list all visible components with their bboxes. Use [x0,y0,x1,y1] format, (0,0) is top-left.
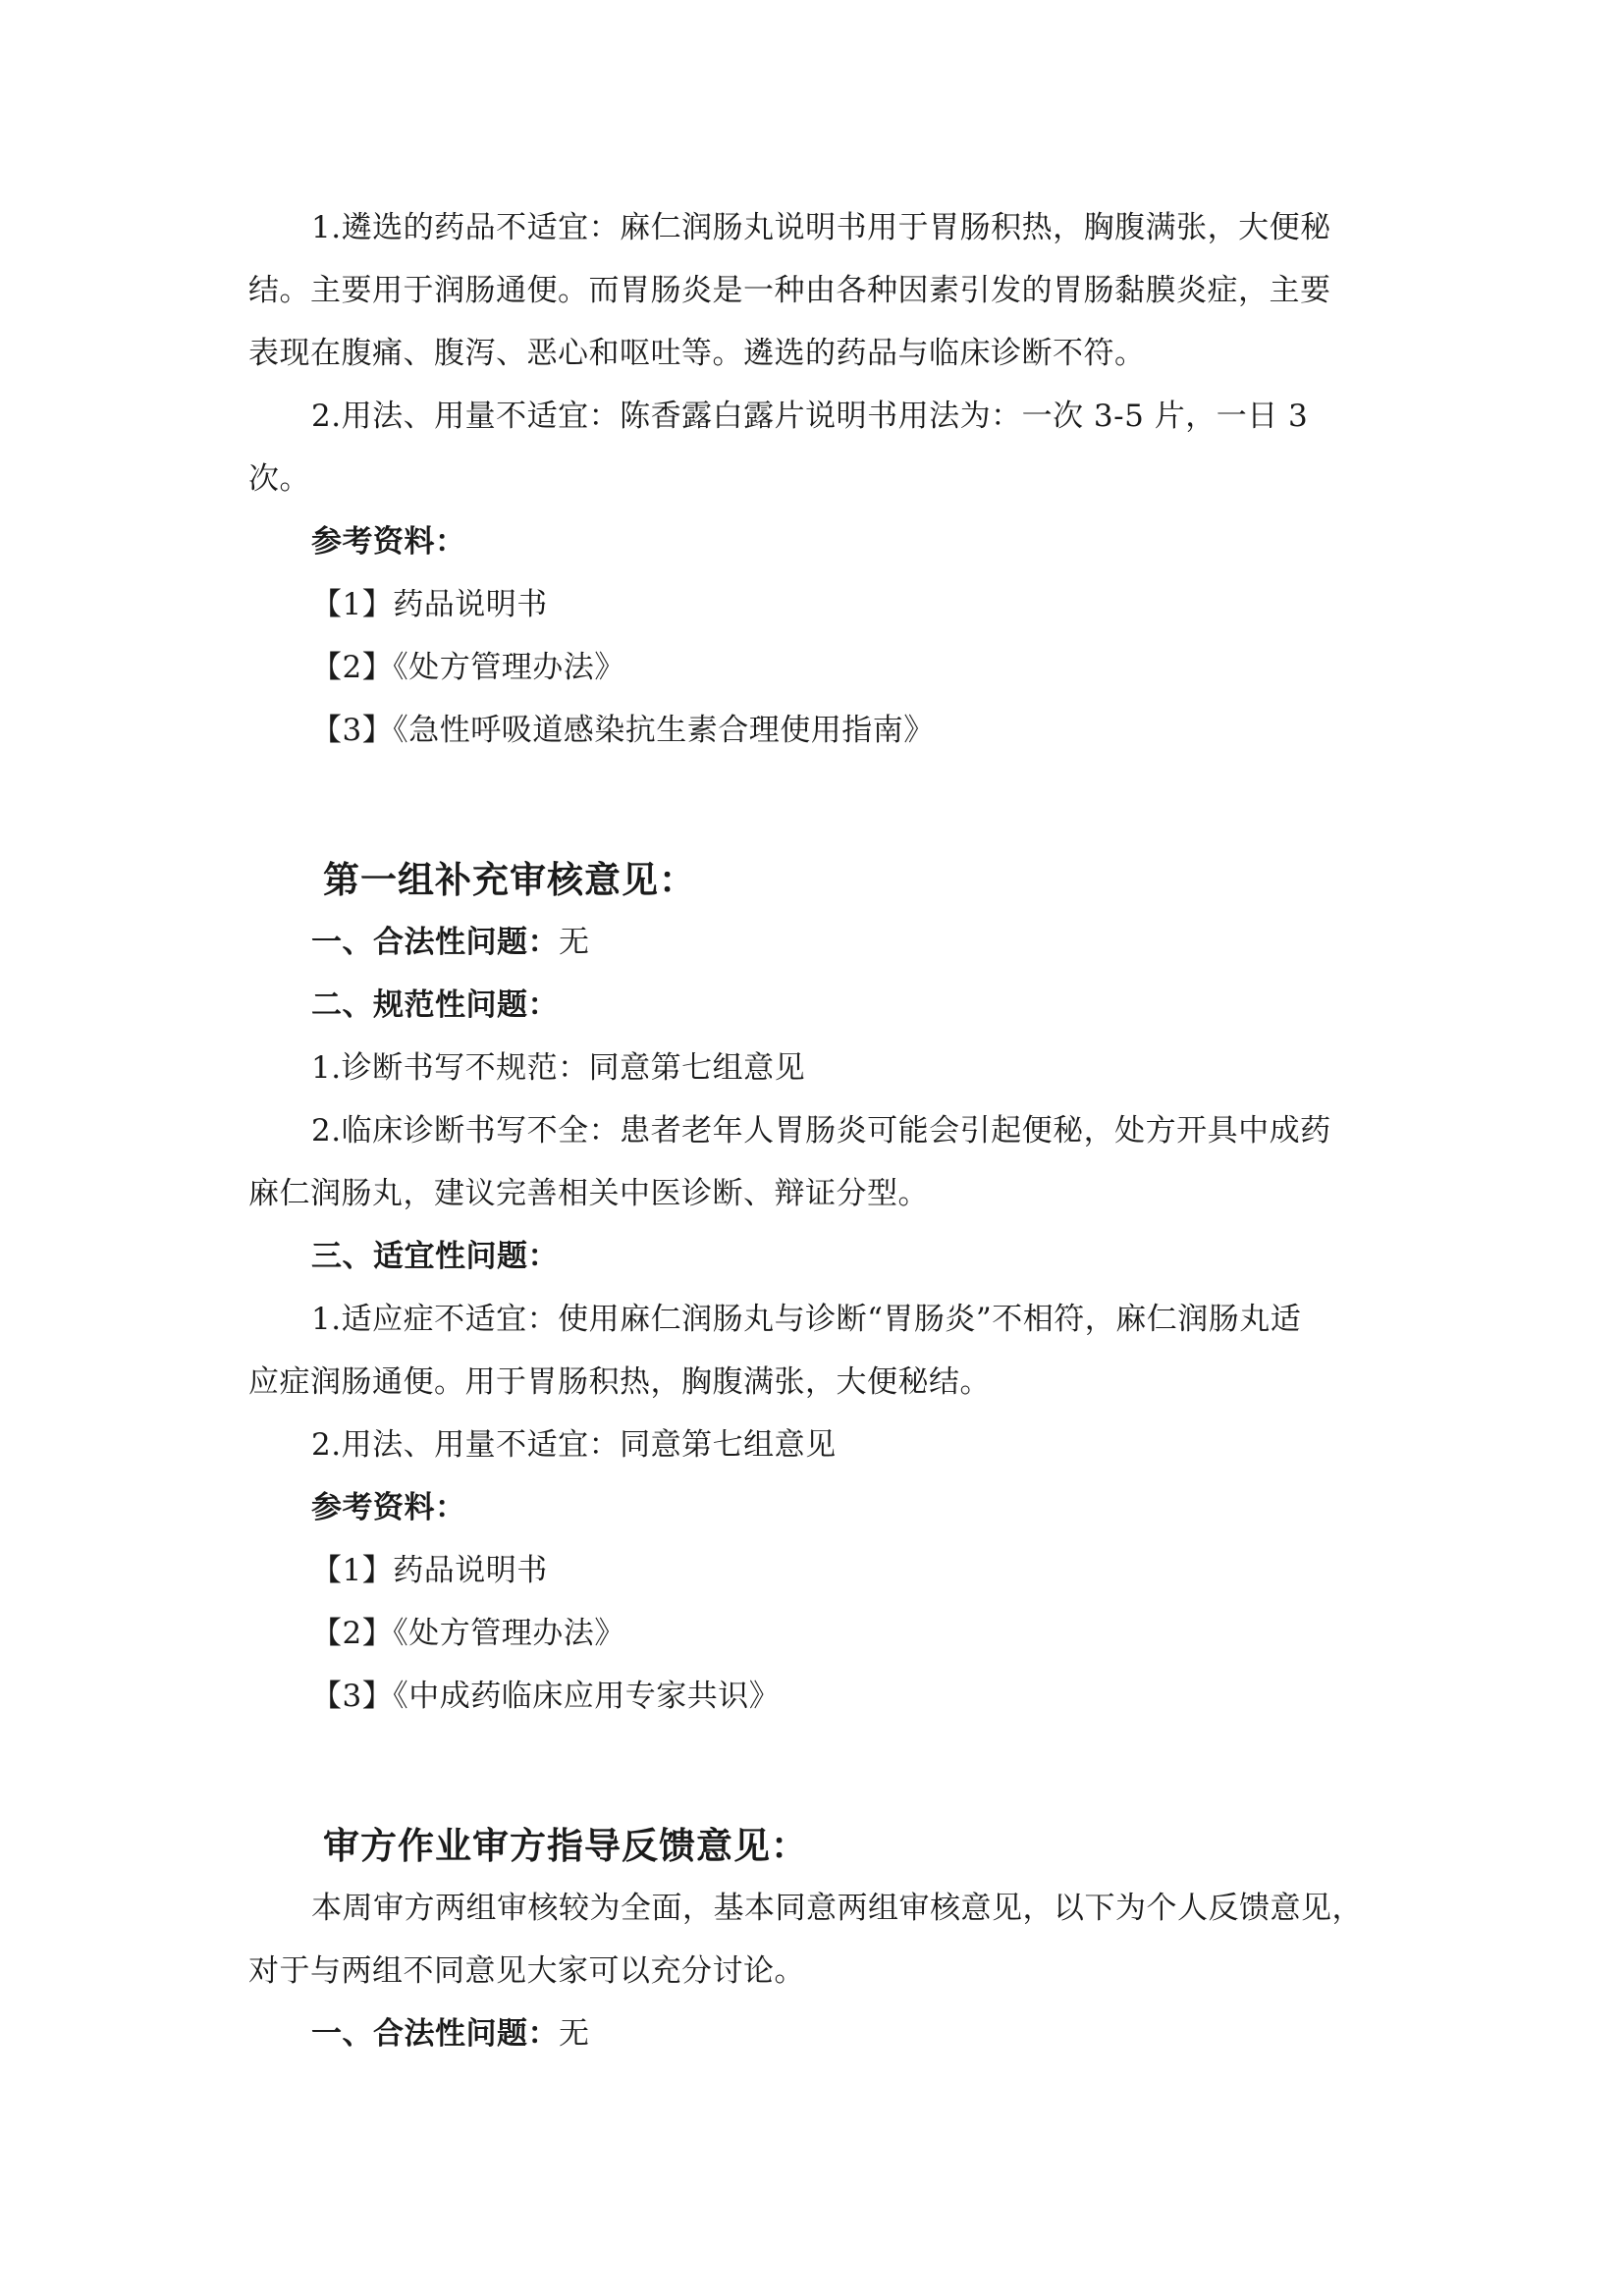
reference-item: 【1】药品说明书 [311,1553,548,1588]
legal-issue-label: 一、合法性问题： [311,925,559,960]
norm-item1: 1.诊断书写不规范：同意第七组意见 [311,1050,806,1086]
reference-item: 【2】《处方管理办法》 [311,650,625,685]
item1-line2: 结。主要用于润肠通便。而胃肠炎是一种由各种因素引发的胃肠黏膜炎症，主要 [248,273,1331,308]
norm-issue-label: 二、规范性问题： [311,988,559,1023]
item1-line3: 表现在腹痛、腹泻、恶心和呕吐等。遴选的药品与临床诊断不符。 [248,336,1146,371]
item2-line1: 2.用法、用量不适宜：陈香露白露片说明书用法为：一次 3-5 片，一日 3 [311,399,1309,434]
reference-item: 【1】药品说明书 [311,587,548,622]
fit-item1-line1: 1.适应症不适宜：使用麻仁润肠丸与诊断“胃肠炎”不相符，麻仁润肠丸适 [311,1302,1302,1337]
reference-item: 【3】《急性呼吸道感染抗生素合理使用指南》 [311,713,935,748]
fit-item2: 2.用法、用量不适宜：同意第七组意见 [311,1427,837,1463]
fit-issue-label: 三、适宜性问题： [311,1239,559,1274]
norm-item2-line2: 麻仁润肠丸，建议完善相关中医诊断、辩证分型。 [248,1176,929,1211]
fit-item1-line2: 应症润肠通便。用于胃肠积热，胸腹满张，大便秘结。 [248,1364,991,1400]
references-title: 参考资料： [311,1490,466,1525]
legal-issue-value: 无 [559,2016,590,2052]
section-heading: 第一组补充审核意见： [323,858,696,901]
section-heading: 审方作业审方指导反馈意见： [323,1824,808,1867]
norm-item2-line1: 2.临床诊断书写不全：患者老年人胃肠炎可能会引起便秘，处方开具中成药 [311,1113,1331,1148]
reference-item: 【3】《中成药临床应用专家共识》 [311,1679,781,1714]
legal-issue-value: 无 [559,925,590,960]
intro-line1: 本周审方两组审核较为全面，基本同意两组审核意见，以下为个人反馈意见， [311,1891,1363,1926]
item1-line1: 1.遴选的药品不适宜：麻仁润肠丸说明书用于胃肠积热，胸腹满张，大便秘 [311,210,1331,245]
item2-line2: 次。 [248,461,310,497]
legal-issue-label: 一、合法性问题： [311,2016,559,2052]
intro-line2: 对于与两组不同意见大家可以充分讨论。 [248,1953,805,1989]
document-page [248,196,1385,2065]
legal-issue-line [248,911,1385,974]
legal-issue-line [248,2002,1385,2065]
reference-item: 【2】《处方管理办法》 [311,1616,625,1651]
references-title: 参考资料： [311,524,466,560]
